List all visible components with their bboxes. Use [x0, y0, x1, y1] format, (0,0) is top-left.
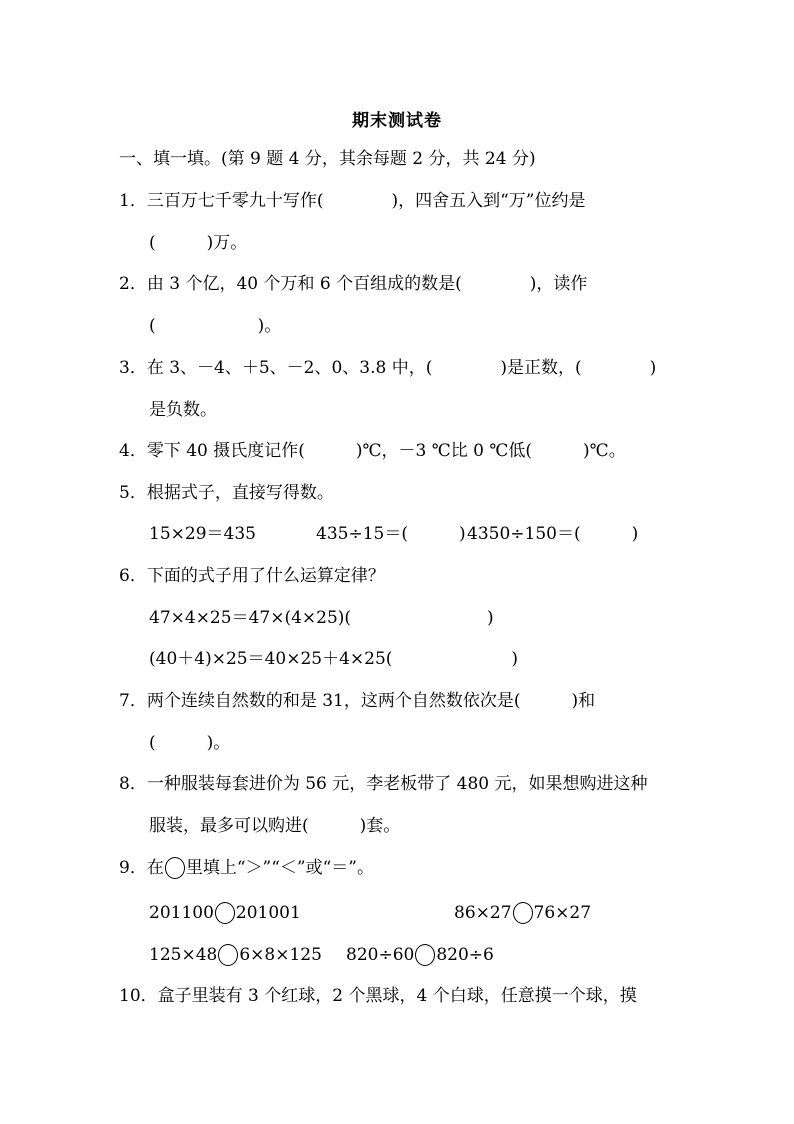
question-9-line-1 — [119, 857, 374, 879]
compare-item-b — [454, 902, 591, 924]
compare-b-right: 76×27 — [533, 903, 592, 923]
compare-item-a — [149, 902, 301, 924]
question-7-line-1: 7．两个连续自然数的和是 31，这两个自然数依次是( )和 — [119, 691, 596, 711]
question-3-line-2: 是负数。 — [149, 400, 217, 420]
question-5-expr-2: 435÷15＝( ) — [316, 524, 466, 544]
question-3-line-1: 3．在 3、－4、＋5、－2、0、3.8 中，( )是正数，( ) — [119, 358, 657, 378]
compare-a-left: 201100 — [149, 903, 214, 923]
compare-item-d — [346, 944, 494, 966]
compare-circle-icon — [165, 857, 185, 879]
question-1-line-1: 1．三百万七千零九十写作( )，四舍五入到“万”位约是 — [119, 191, 586, 211]
question-9-prefix: 9．在 — [119, 858, 164, 878]
question-2-line-1: 2．由 3 个亿，40 个万和 6 个百组成的数是( )，读作 — [119, 274, 588, 294]
compare-d-right: 820÷6 — [436, 945, 494, 965]
compare-b-left: 86×27 — [454, 903, 512, 923]
question-1-line-2: ( )万。 — [149, 233, 248, 253]
question-6-expr-1: 47×4×25＝47×(4×25)( ) — [149, 608, 494, 628]
question-8-line-2: 服装，最多可以购进( )套。 — [149, 816, 401, 836]
compare-c-right: 6×8×125 — [239, 945, 322, 965]
compare-circle-icon — [218, 944, 238, 966]
question-7-line-2: ( )。 — [149, 733, 231, 753]
question-9-suffix: 里填上“＞”“＜”或“＝”。 — [185, 858, 374, 878]
question-10-line-1: 10．盒子里装有 3 个红球，2 个黑球，4 个白球，任意摸一个球，摸 — [119, 986, 637, 1006]
compare-circle-icon — [415, 944, 435, 966]
compare-circle-icon — [513, 902, 533, 924]
question-2-line-2: ( )。 — [149, 316, 282, 336]
compare-d-left: 820÷60 — [346, 945, 415, 965]
section-heading: 一、填一填。(第 9 题 4 分，其余每题 2 分，共 24 分) — [119, 149, 536, 169]
question-5-expr-1: 15×29＝435 — [149, 524, 256, 544]
question-5-expr-3: 4350÷150＝( ) — [467, 524, 639, 544]
question-6-line-1: 6．下面的式子用了什么运算定律？ — [119, 566, 385, 586]
question-5-line-1: 5．根据式子，直接写得数。 — [119, 483, 334, 503]
question-6-expr-2: (40＋4)×25＝40×25＋4×25( ) — [149, 649, 519, 669]
page-title: 期末测试卷 — [352, 111, 442, 131]
compare-circle-icon — [215, 902, 235, 924]
question-8-line-1: 8．一种服装每套进价为 56 元，李老板带了 480 元，如果想购进这种 — [119, 774, 648, 794]
compare-c-left: 125×48 — [149, 945, 218, 965]
question-4-line-1: 4．零下 40 摄氏度记作( )℃，－3 ℃比 0 ℃低( )℃。 — [119, 441, 626, 461]
compare-item-c — [149, 944, 322, 966]
compare-a-right: 201001 — [235, 903, 301, 923]
